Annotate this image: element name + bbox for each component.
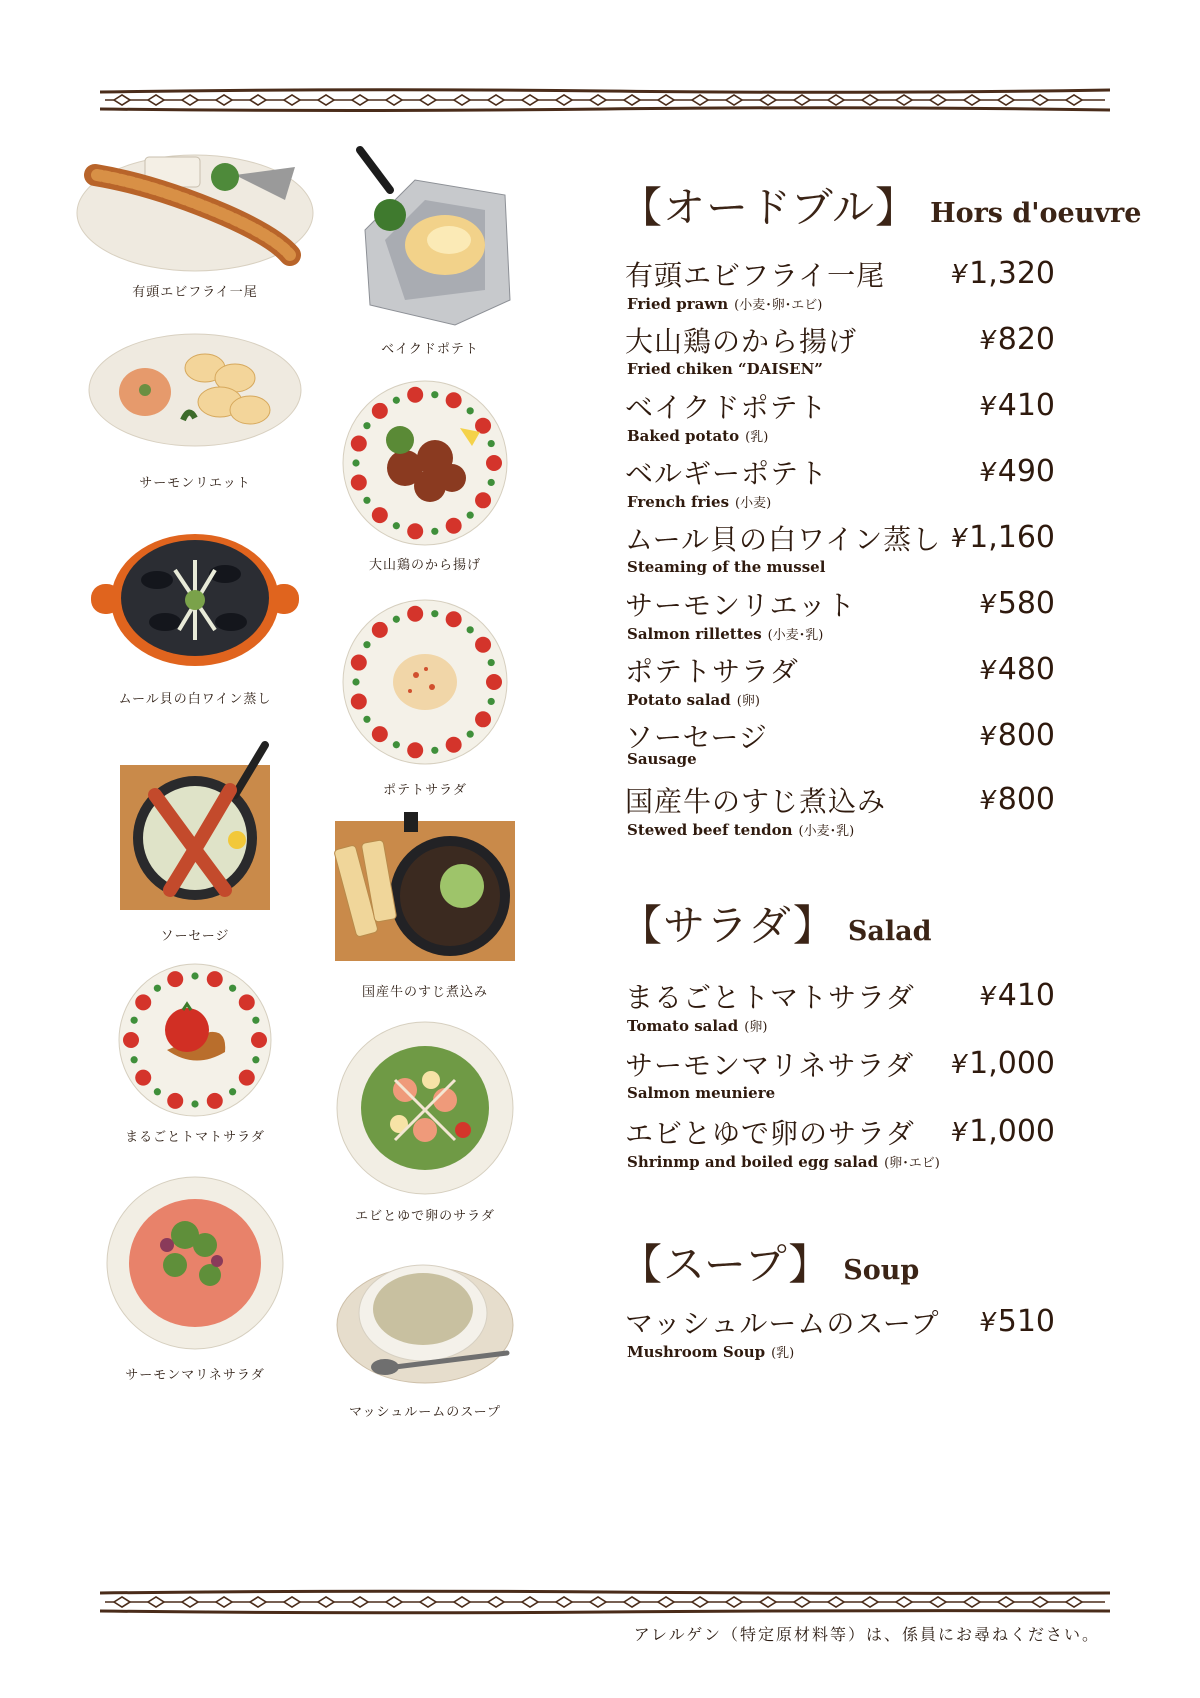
menu-item-fried-chicken: [625, 320, 1055, 384]
mussel-pot-icon: [85, 530, 305, 670]
border-ornament: [930, 95, 946, 105]
item-english-name: Fried prawn: [627, 295, 729, 313]
menu-item-mussel: [625, 518, 1055, 582]
photo-caption: まるごとトマトサラダ: [125, 1130, 265, 1145]
border-ornament: [488, 1597, 504, 1607]
plate-leaf: [393, 522, 400, 529]
plate-leaf: [131, 1056, 138, 1063]
item-name: まるごとトマトサラダ: [625, 981, 915, 1014]
photo-mushroom-soup: [325, 1255, 525, 1420]
item-price: [951, 520, 1055, 555]
plate-leaf: [352, 459, 359, 466]
item-english: [627, 624, 823, 643]
photo-caption: 国産牛のすじ煮込み: [361, 985, 488, 1000]
item-name: 大山鶏のから揚げ: [625, 325, 858, 358]
item-english-name: French fries: [627, 493, 730, 511]
item-english-name: Potato salad: [627, 691, 731, 709]
plate-flower: [407, 606, 423, 622]
plate-flower: [475, 418, 491, 434]
border-ornament: [284, 95, 300, 105]
yen-sign: ¥: [979, 982, 996, 1012]
photo-caption: ベイクドポテト: [381, 342, 479, 357]
item-price-value: 580: [997, 586, 1055, 621]
border-ornament: [420, 1597, 436, 1607]
border-ornament: [896, 95, 912, 105]
border-ornament: [250, 1597, 266, 1607]
item-english: [627, 750, 703, 768]
section-title-en: Soup: [843, 1255, 920, 1286]
plate-leaf: [431, 610, 438, 617]
photo-caption: サーモンマリネサラダ: [125, 1368, 265, 1383]
border-ornament: [386, 1597, 402, 1607]
border-ornament: [726, 1597, 742, 1607]
item-english: [627, 820, 854, 839]
item-english-name: Fried chiken “DAISEN”: [627, 360, 823, 378]
fried-prawn-plate-icon: [75, 145, 315, 275]
photo-fried-prawn: [70, 145, 320, 300]
plate-leaf: [488, 698, 495, 705]
plate-leaf: [393, 397, 400, 404]
menu-item-salmon-marine-salad: [625, 1044, 1055, 1108]
border-ornament: [658, 95, 674, 105]
section-title-salad: [620, 893, 931, 953]
plate-leaf: [488, 440, 495, 447]
item-allergen: (卵): [744, 1020, 768, 1035]
item-name: ベイクドポテト: [625, 391, 828, 424]
menu-item-fried-prawn: [625, 254, 1055, 318]
beef-tendon-skillet-icon: [330, 806, 520, 971]
item-allergen: (小麦･乳): [798, 824, 855, 839]
border-ornament: [658, 1597, 674, 1607]
item-price-value: 490: [997, 454, 1055, 489]
menu-item-baked-potato: [625, 386, 1055, 450]
border-ornament: [216, 95, 232, 105]
plate-leaf: [191, 972, 198, 979]
item-english: [627, 1016, 767, 1035]
plate-leaf: [363, 497, 370, 504]
menu-item-mushroom-soup: [625, 1302, 1055, 1366]
plate-flower: [372, 403, 388, 419]
border-ornament: [1032, 1597, 1048, 1607]
item-name: エビとゆで卵のサラダ: [625, 1117, 915, 1150]
border-ornament: [794, 1597, 810, 1607]
item-name: 有頭エビフライ一尾: [625, 259, 886, 292]
menu-item-beef-tendon: [625, 780, 1055, 844]
plate-leaf: [154, 985, 161, 992]
border-ornament: [828, 1597, 844, 1607]
border-ornament: [148, 95, 164, 105]
item-allergen: (乳): [771, 1346, 795, 1361]
item-english: [627, 558, 831, 576]
plate-leaf: [467, 731, 474, 738]
yen-sign: ¥: [979, 1308, 996, 1338]
item-price: [979, 454, 1055, 489]
plate-flower: [351, 436, 367, 452]
item-price-value: 1,000: [969, 1046, 1055, 1081]
plate-leaf: [352, 678, 359, 685]
item-english: [627, 492, 771, 511]
yen-sign: ¥: [950, 524, 968, 554]
sausage-skillet-icon: [115, 740, 275, 915]
border-ornament: [692, 95, 708, 105]
tomato-salad-plate-icon: [115, 960, 275, 1120]
plate-leaf: [154, 1088, 161, 1095]
item-price: [951, 1114, 1055, 1149]
item-english-name: Salmon rillettes: [627, 625, 762, 643]
item-price-value: 480: [997, 652, 1055, 687]
border-ornament: [590, 95, 606, 105]
item-price: [979, 782, 1055, 817]
border-ornament: [114, 95, 130, 105]
item-name: ソーセージ: [625, 721, 768, 754]
plate-leaf: [467, 407, 474, 414]
border-ornament: [318, 1597, 334, 1607]
menu-item-french-fries: [625, 452, 1055, 516]
border-ornament: [692, 1597, 708, 1607]
yen-sign: ¥: [979, 326, 996, 356]
item-name: ポテトサラダ: [625, 655, 799, 688]
item-allergen: (小麦･乳): [767, 628, 824, 643]
item-price: [979, 388, 1055, 423]
border-ornament: [182, 1597, 198, 1607]
item-english: [627, 294, 822, 313]
plate-flower: [486, 455, 502, 471]
border-ornament: [352, 1597, 368, 1607]
section-title-en: Hors d'oeuvre: [930, 198, 1142, 229]
plate-flower: [372, 507, 388, 523]
photo-fried-chicken: [335, 378, 515, 573]
border-ornament: [590, 1597, 606, 1607]
yen-sign: ¥: [950, 260, 968, 290]
plate-flower: [446, 518, 462, 534]
border-ornament: [1066, 95, 1082, 105]
border-ornament: [454, 95, 470, 105]
photo-caption: ソーセージ: [160, 929, 230, 944]
border-ornament: [794, 95, 810, 105]
photo-caption: ムール貝の白ワイン蒸し: [118, 692, 272, 707]
item-english: [627, 1342, 794, 1361]
border-ornament: [454, 1597, 470, 1607]
yen-sign: ¥: [979, 392, 996, 422]
border-ornament: [862, 1597, 878, 1607]
item-english-name: Salmon meuniere: [627, 1084, 776, 1102]
border-ornament: [998, 95, 1014, 105]
item-allergen: (卵): [736, 694, 760, 709]
photo-potato-salad: [335, 597, 515, 798]
item-english: [627, 426, 768, 445]
item-name: サーモンマリネサラダ: [625, 1049, 915, 1082]
plate-flower: [251, 1032, 267, 1048]
border-ornament: [624, 95, 640, 105]
plate-leaf: [393, 741, 400, 748]
item-english: [627, 690, 760, 709]
menu-item-sausage: [625, 716, 1055, 780]
plate-flower: [407, 523, 423, 539]
border-ornament: [250, 95, 266, 105]
border-ornament: [828, 95, 844, 105]
item-price-value: 820: [997, 322, 1055, 357]
fried-chicken-plate-icon: [340, 378, 510, 548]
border-ornament: [216, 1597, 232, 1607]
border-ornament: [318, 95, 334, 105]
border-ornament: [862, 95, 878, 105]
item-price-value: 1,320: [969, 256, 1055, 291]
item-english: [627, 360, 829, 378]
shrimp-egg-salad-plate-icon: [335, 1020, 515, 1195]
photo-sausage: [105, 740, 285, 944]
photo-beef-tendon: [325, 806, 525, 1000]
border-ornament: [522, 95, 538, 105]
border-ornament: [998, 1597, 1014, 1607]
border-ornament: [352, 95, 368, 105]
plate-flower: [351, 655, 367, 671]
item-english-name: Shrinmp and boiled egg salad: [627, 1153, 879, 1171]
item-allergen: (小麦･卵･エビ): [734, 298, 823, 313]
section-title-hors-doeuvre: [620, 175, 1141, 235]
item-english: [627, 1084, 781, 1102]
border-ornament: [930, 1597, 946, 1607]
plate-leaf: [252, 1017, 259, 1024]
plate-flower: [239, 1070, 255, 1086]
item-price-value: 800: [997, 718, 1055, 753]
plate-flower: [135, 994, 151, 1010]
item-english-name: Tomato salad: [627, 1017, 739, 1035]
yen-sign: ¥: [979, 656, 996, 686]
decorative-border-bottom: [100, 1588, 1110, 1616]
potato-salad-plate-icon: [340, 597, 510, 767]
plate-leaf: [229, 985, 236, 992]
plate-leaf: [467, 512, 474, 519]
item-price: [979, 652, 1055, 687]
plate-flower: [372, 726, 388, 742]
plate-flower: [207, 971, 223, 987]
plate-flower: [475, 711, 491, 727]
section-title-en: Salad: [847, 916, 932, 947]
item-price-value: 1,160: [969, 520, 1055, 555]
photo-caption: 有頭エビフライ一尾: [132, 285, 258, 300]
border-ornament: [386, 95, 402, 105]
border-ornament: [964, 95, 980, 105]
item-allergen: (乳): [745, 430, 769, 445]
item-english-name: Steaming of the mussel: [627, 558, 826, 576]
item-price: [979, 978, 1055, 1013]
yen-sign: ¥: [979, 722, 996, 752]
border-ornament: [624, 1597, 640, 1607]
plate-flower: [351, 693, 367, 709]
menu-item-shrimp-egg-salad: [625, 1112, 1055, 1176]
photo-caption: 大山鶏のから揚げ: [368, 558, 481, 573]
border-ornament: [1066, 1597, 1082, 1607]
salmon-rillettes-plate-icon: [85, 330, 305, 450]
photo-caption: サーモンリエット: [139, 476, 251, 491]
photo-mussel: [80, 530, 310, 707]
plate-flower: [123, 1032, 139, 1048]
plate-flower: [351, 474, 367, 490]
plate-leaf: [363, 716, 370, 723]
border-ornament: [114, 1597, 130, 1607]
plate-flower: [486, 674, 502, 690]
border-ornament: [726, 95, 742, 105]
item-price: [979, 322, 1055, 357]
item-name: ムール貝の白ワイン蒸し: [625, 523, 942, 556]
plate-flower: [167, 1093, 183, 1109]
baked-potato-foil-icon: [345, 140, 515, 330]
item-price: [979, 586, 1055, 621]
plate-leaf: [488, 659, 495, 666]
yen-sign: ¥: [950, 1118, 968, 1148]
item-price-value: 1,000: [969, 1114, 1055, 1149]
yen-sign: ¥: [979, 786, 996, 816]
photo-caption: ポテトサラダ: [383, 783, 467, 798]
plate-flower: [446, 611, 462, 627]
photo-salmon-rillettes: [70, 330, 320, 491]
border-ornament: [556, 95, 572, 105]
border-ornament: [488, 95, 504, 105]
section-title-jp: 【オードブル】: [620, 183, 919, 232]
item-english-name: Sausage: [627, 750, 697, 768]
photo-caption: エビとゆで卵のサラダ: [355, 1209, 495, 1224]
border-ornament: [760, 95, 776, 105]
item-price: [951, 256, 1055, 291]
border-ornament: [148, 1597, 164, 1607]
border-ornament: [284, 1597, 300, 1607]
plate-leaf: [363, 422, 370, 429]
plate-leaf: [431, 528, 438, 535]
border-ornament: [896, 1597, 912, 1607]
yen-sign: ¥: [979, 458, 996, 488]
item-price: [951, 1046, 1055, 1081]
allergen-note: アレルゲン（特定原材料等）は、係員にお尋ねください。: [633, 1625, 1100, 1644]
border-ornament: [420, 95, 436, 105]
plate-flower: [239, 994, 255, 1010]
item-price: [979, 1304, 1055, 1339]
item-english-name: Stewed beef tendon: [627, 821, 793, 839]
item-allergen: (小麦): [735, 496, 772, 511]
item-name: ベルギーポテト: [625, 457, 829, 490]
item-name: マッシュルームのスープ: [625, 1307, 940, 1340]
border-ornament: [964, 1597, 980, 1607]
item-name: サーモンリエット: [625, 589, 856, 622]
photo-caption: マッシュルームのスープ: [349, 1405, 501, 1420]
plate-leaf: [431, 391, 438, 398]
plate-flower: [167, 971, 183, 987]
border-ornament: [556, 1597, 572, 1607]
plate-flower: [446, 392, 462, 408]
plate-flower: [475, 637, 491, 653]
plate-leaf: [467, 626, 474, 633]
yen-sign: ¥: [950, 1050, 968, 1080]
section-title-soup: [620, 1232, 919, 1292]
border-ornament: [182, 95, 198, 105]
item-allergen: (卵･エビ): [884, 1156, 940, 1171]
section-title-jp: 【サラダ】: [620, 901, 836, 950]
item-price-value: 410: [997, 388, 1055, 423]
menu-item-tomato-salad: [625, 976, 1055, 1040]
item-price: [979, 718, 1055, 753]
plate-leaf: [393, 616, 400, 623]
plate-flower: [475, 492, 491, 508]
plate-leaf: [191, 1100, 198, 1107]
plate-flower: [407, 387, 423, 403]
plate-leaf: [252, 1056, 259, 1063]
decorative-border-top: [100, 86, 1110, 114]
menu-item-salmon-rillettes: [625, 584, 1055, 648]
item-english-name: Mushroom Soup: [627, 1343, 766, 1361]
photo-salmon-marine-salad: [95, 1175, 295, 1383]
border-ornament: [1032, 95, 1048, 105]
plate-flower: [135, 1070, 151, 1086]
plate-leaf: [229, 1088, 236, 1095]
plate-flower: [446, 737, 462, 753]
border-ornament: [760, 1597, 776, 1607]
item-price-value: 800: [997, 782, 1055, 817]
item-english: [627, 1152, 940, 1171]
plate-flower: [407, 742, 423, 758]
plate-leaf: [488, 479, 495, 486]
yen-sign: ¥: [979, 590, 996, 620]
plate-leaf: [431, 747, 438, 754]
item-name: 国産牛のすじ煮込み: [625, 785, 887, 818]
plate-leaf: [363, 641, 370, 648]
photo-tomato-salad: [95, 960, 295, 1145]
plate-leaf: [131, 1017, 138, 1024]
section-title-jp: 【スープ】: [620, 1240, 832, 1289]
plate-flower: [372, 622, 388, 638]
photo-baked-potato: [330, 140, 530, 357]
mushroom-soup-bowl-icon: [335, 1255, 515, 1385]
item-english-name: Baked potato: [627, 427, 740, 445]
border-ornament: [522, 1597, 538, 1607]
plate-flower: [207, 1093, 223, 1109]
item-price-value: 510: [997, 1304, 1055, 1339]
item-price-value: 410: [997, 978, 1055, 1013]
photo-shrimp-egg-salad: [330, 1020, 520, 1224]
menu-item-potato-salad: [625, 650, 1055, 714]
salmon-marine-salad-plate-icon: [105, 1175, 285, 1350]
